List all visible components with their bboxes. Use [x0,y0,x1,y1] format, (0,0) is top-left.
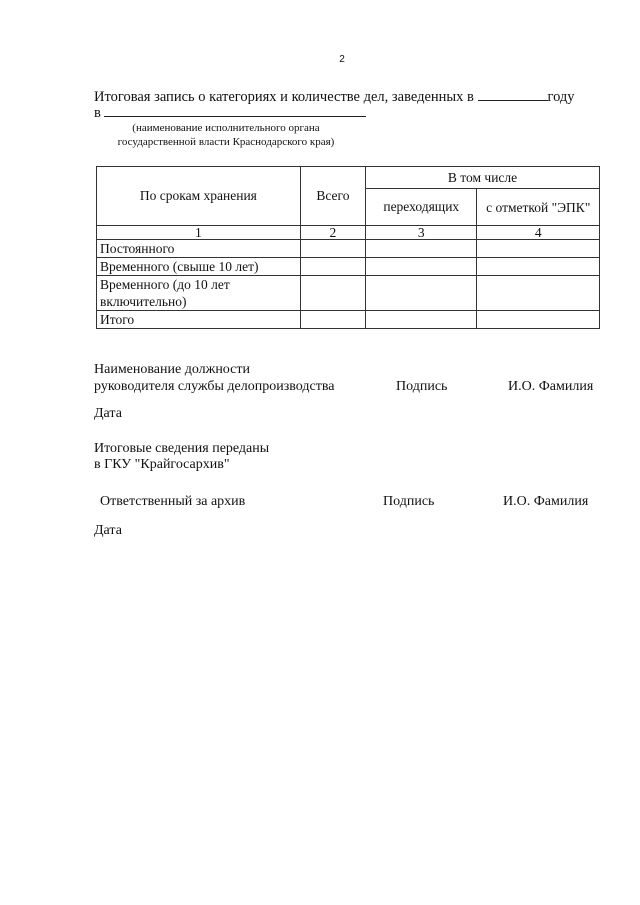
row-label: Временного (до 10 лет включительно) [97,276,301,311]
header-transitional: переходящих [366,189,477,226]
name-label: И.О. Фамилия [508,379,594,394]
signature-label: Подпись [396,379,448,394]
cell-transitional[interactable] [366,240,477,258]
row-label: Временного (свыше 10 лет) [97,258,301,276]
table-row [97,311,600,329]
cell-total[interactable] [300,311,365,329]
header-storage-period: По срокам хранения [97,167,301,226]
cell-transitional[interactable] [366,276,477,311]
column-number: 3 [366,226,477,240]
date-label: Дата [94,523,122,538]
cell-transitional[interactable] [366,311,477,329]
column-number: 1 [97,226,301,240]
signature-label: Подпись [383,494,435,509]
form-heading-text: Итоговая запись о категориях и количестве дел, заведенных в [94,89,474,105]
organization-blank-field[interactable] [104,102,366,117]
archive-responsible-label: Ответственный за архив [100,494,246,509]
column-number: 2 [300,226,365,240]
cell-epk[interactable] [477,311,600,329]
position-title-line-2: руководителя службы делопроизводства [94,379,335,394]
table-row [97,276,600,311]
page-number: 2 [339,54,345,65]
row-label: Постоянного [97,240,301,258]
organization-caption: (наименование исполнительного органа государственной власти Краснодарского края) [117,122,335,148]
name-label: И.О. Фамилия [503,494,589,509]
transfer-note-line-1: Итоговые сведения переданы [94,441,270,456]
cell-total[interactable] [300,276,365,311]
header-total: Всего [300,167,365,226]
row-label: Итого [97,311,301,329]
table-row [97,240,600,258]
header-including: В том числе [366,167,600,189]
year-blank-field[interactable] [478,86,548,101]
cell-transitional[interactable] [366,258,477,276]
table-row [97,258,600,276]
form-heading-year-suffix: году [547,89,575,105]
cell-total[interactable] [300,258,365,276]
transfer-note-line-2: в ГКУ "Крайгосархив" [94,457,230,472]
column-number: 4 [477,226,600,240]
date-label: Дата [94,406,122,421]
cell-epk[interactable] [477,276,600,311]
form-heading-line-2 [94,102,366,122]
form-heading-prefix: в [94,105,101,121]
position-title-line-1: Наименование должности [94,362,250,377]
cell-epk[interactable] [477,240,600,258]
cell-total[interactable] [300,240,365,258]
header-epk: с отметкой "ЭПК" [477,189,600,226]
cell-epk[interactable] [477,258,600,276]
summary-table [96,166,600,329]
